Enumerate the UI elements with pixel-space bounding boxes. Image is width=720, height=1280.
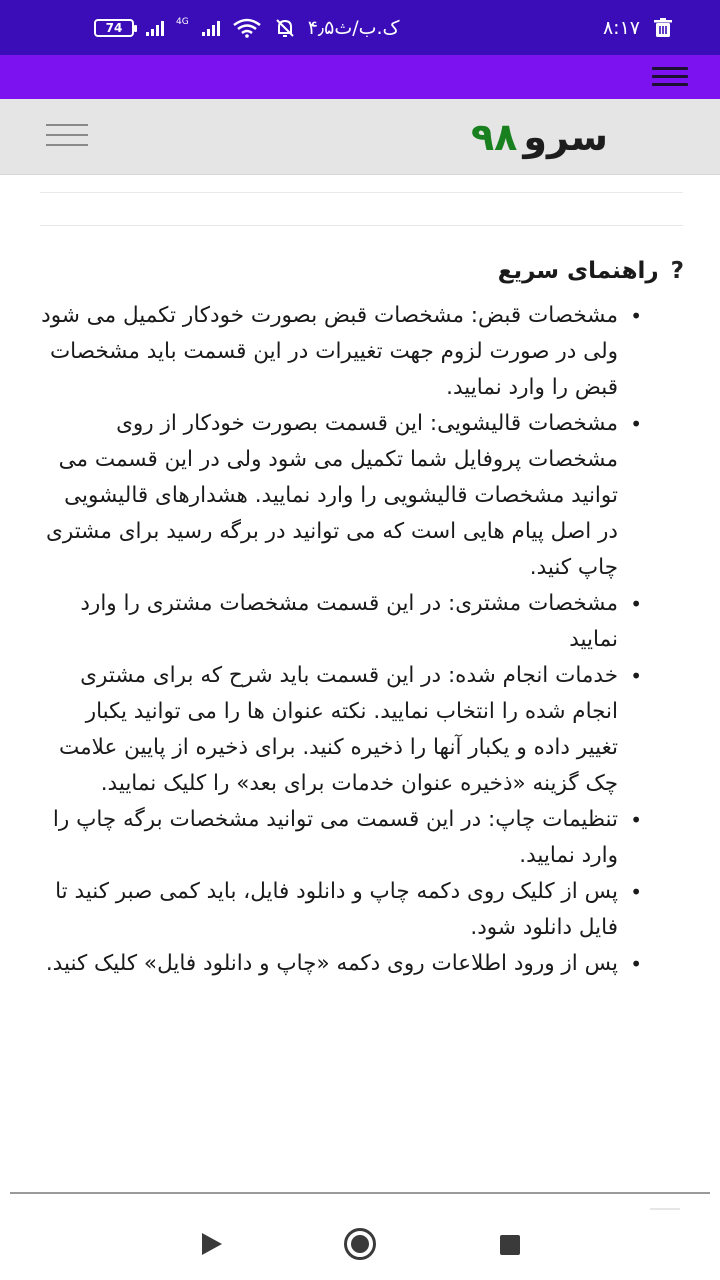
guide-item-print-settings: • تنظیمات چاپ: در این قسمت می توانید مشخصات برگه چاپ را وارد نمایید. [38,802,618,874]
guide-title [498,251,684,291]
app-bar [0,55,720,99]
status-right-group [603,17,672,39]
guide-item-carpetwash: • مشخصات قالیشویی: این قسمت بصورت خودکار از روی مشخصات پروفایل شما تکمیل می شود ولی در این قسمت می توانید مشخصات قالیشویی را وارد نمایید. هشدارهای قالیشویی در اصل پیام هایی است که می توانید در برگه رسید برای مشتری چاپ کنید. [38,406,618,586]
system-nav-bar [0,1208,720,1280]
guide-item-wait-download: • پس از کلیک روی دکمه چاپ و دانلود فایل، باید کمی صبر کنید تا فایل دانلود شود. [38,874,618,946]
battery-icon [94,19,134,37]
guide-item-bill: • مشخصات قبض: مشخصات قبض بصورت خودکار تکمیل می شود ولی در صورت لزوم جهت تغییرات در این قسمت باید مشخصات قبض را وارد نمایید. [38,298,618,406]
site-header [0,99,720,175]
guide-item-customer: • مشخصات مشتری: در این قسمت مشخصات مشتری را وارد نمایید [38,586,618,658]
logo-text: سرو [523,115,608,159]
recents-square-icon[interactable] [500,1235,520,1255]
bottom-rule [10,1192,710,1194]
site-logo[interactable] [471,113,608,161]
signal-icon-2 [202,20,220,36]
question-icon: ? [670,258,684,284]
guide-item-services: • خدمات انجام شده: در این قسمت باید شرح که برای مشتری انجام شده را انتخاب نمایید. نکته عنوان ها را می توانید یکبار تغییر داده و یکبار آنها را ذخیره کنید. برای ذخیره از پایین علامت چک گزینه «ذخیره عنوان خدمات برای بعد» را کلیک نمایید. [38,658,618,802]
trash-icon [654,18,672,38]
status-left-group [94,17,400,39]
guide-list [38,298,618,982]
site-menu-icon[interactable] [46,124,88,148]
guide-title-text: راهنمای سریع [497,258,659,284]
back-triangle-icon[interactable] [202,1233,222,1255]
divider-top [40,192,683,193]
logo-number: ۹۸ [470,115,518,159]
network-speed: ۴٫۵ک.ب/ث [307,16,400,39]
wifi-icon [232,18,262,38]
status-bar [0,0,720,55]
status-time: ۸:۱۷ [602,16,640,39]
bell-muted-icon [274,17,296,39]
guide-item-print-download: • پس از ورود اطلاعات روی دکمه «چاپ و دانلود فایل» کلیک کنید. [38,946,618,982]
divider-second [40,225,683,226]
app-menu-icon[interactable] [652,67,688,87]
signal-label: 4G [176,16,189,27]
nav-edge-line [650,1208,680,1210]
battery-level: 74 [105,20,123,35]
home-circle-icon[interactable] [344,1228,376,1260]
signal-icon [146,20,164,36]
